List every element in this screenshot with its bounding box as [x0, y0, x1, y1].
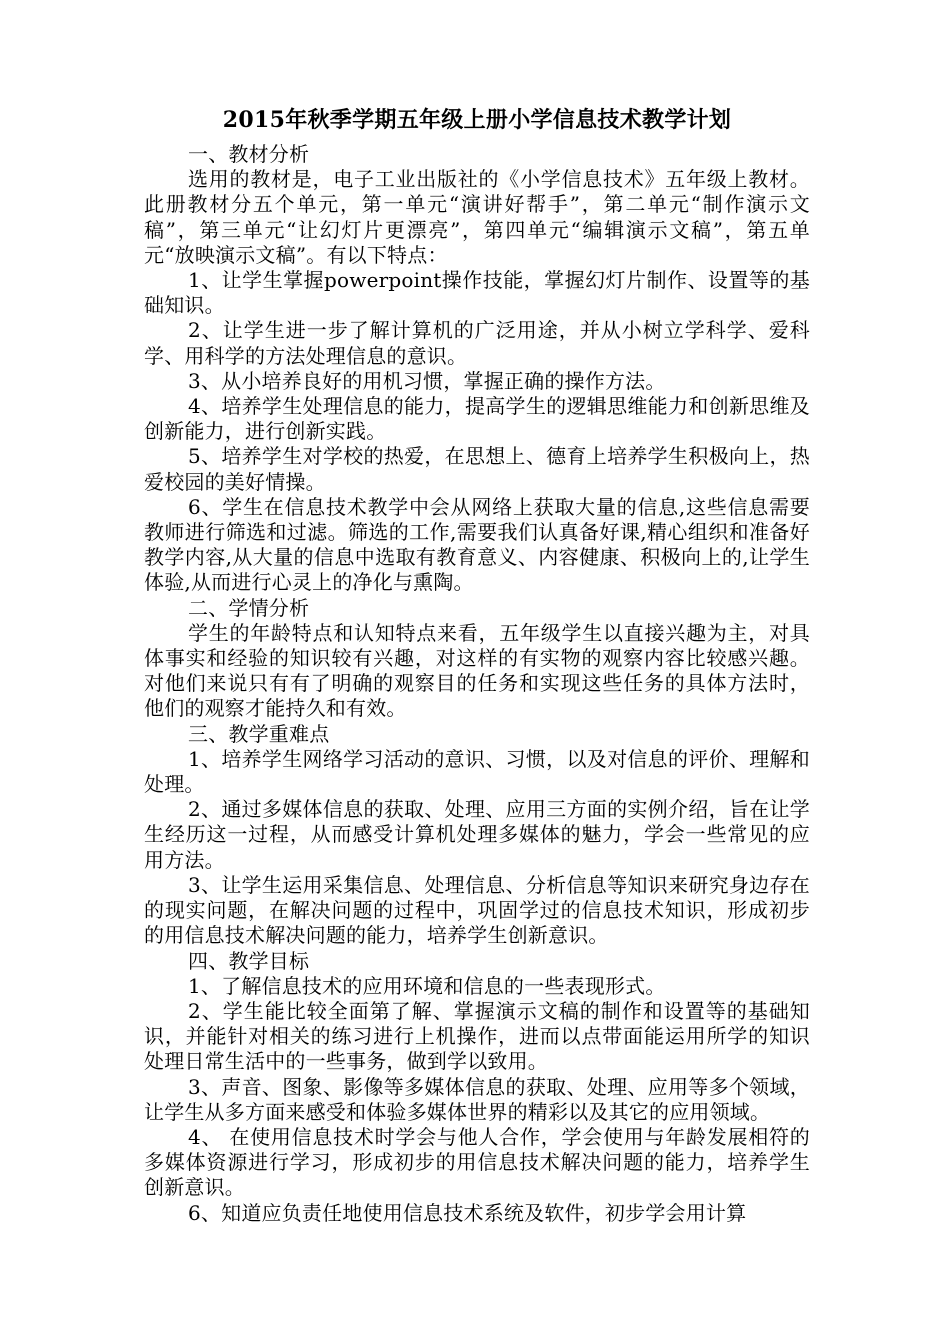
document-title: 2015年秋季学期五年级上册小学信息技术教学计划 — [222, 107, 732, 133]
paragraph: 2、学生能比较全面第了解、掌握演示文稿的制作和设置等的基础知识，并能针对相关的练习进行上机操作，进而以点带面能运用所学的知识处理日常生活中的一些事务，做到学以致用。 — [144, 998, 810, 1074]
paragraph: 1、了解信息技术的应用环境和信息的一些表现形式。 — [188, 973, 666, 998]
section-heading: 三、教学重难点 — [188, 721, 330, 746]
paragraph: 4、 在使用信息技术时学会与他人合作，学会使用与年龄发展相符的多媒体资源进行学习，形成初步的用信息技术解决问题的能力，培养学生创新意识。 — [144, 1124, 810, 1200]
paragraph: 1、培养学生网络学习活动的意识、习惯，以及对信息的评价、理解和处理。 — [144, 746, 810, 797]
paragraph: 2、让学生进一步了解计算机的广泛用途，并从小树立学科学、爱科学、用科学的方法处理信息的意识。 — [144, 318, 810, 368]
section-heading: 一、教材分析 — [188, 142, 310, 166]
paragraph: 4、培养学生处理信息的能力，提高学生的逻辑思维能力和创新思维及创新能力，进行创新实践。 — [144, 394, 810, 444]
paragraph: 3、从小培养良好的用机习惯，掌握正确的操作方法。 — [188, 368, 666, 393]
paragraph: 6、知道应负责任地使用信息技术系统及软件，初步学会用计算 — [188, 1200, 747, 1225]
paragraph: 6、学生在信息技术教学中会从网络上获取大量的信息,这些信息需要教师进行筛选和过滤。筛选的工作,需要我们认真备好课,精心组织和准备好教学内容,从大量的信息中选取有教育意义、内容健康、积极向上的,让学生体验,从而进行心灵上的净化与熏陶。 — [144, 494, 810, 595]
paragraph: 2、通过多媒体信息的获取、处理、应用三方面的实例介绍，旨在让学生经历这一过程，从而感受计算机处理多媒体的魅力，学会一些常见的应用方法。 — [144, 797, 810, 872]
paragraph: 1、让学生掌握powerpoint操作技能，掌握幻灯片制作、设置等的基础知识。 — [144, 268, 810, 318]
document-page — [144, 98, 810, 1226]
section-heading: 二、学情分析 — [188, 595, 310, 620]
paragraph: 学生的年龄特点和认知特点来看，五年级学生以直接兴趣为主，对具体事实和经验的知识较有兴趣，对这样的有实物的观察内容比较感兴趣。对他们来说只有有了明确的观察目的任务和实现这些任务的具体方法时，他们的观察才能持久和有效。 — [144, 620, 810, 721]
paragraph: 3、声音、图象、影像等多媒体信息的获取、处理、应用等多个领域，让学生从多方面来感受和体验多媒体世界的精彩以及其它的应用领域。 — [144, 1074, 810, 1124]
paragraph: 选用的教材是，电子工业出版社的《小学信息技术》五年级上教材。此册教材分五个单元，第一单元“演讲好帮手”，第二单元“制作演示文稿”，第三单元“让幻灯片更漂亮”，第四单元“编辑演示文稿”，第五单元“放映演示文稿”。有以下特点： — [144, 167, 810, 267]
paragraph: 3、让学生运用采集信息、处理信息、分析信息等知识来研究身边存在的现实问题，在解决问题的过程中，巩固学过的信息技术知识，形成初步的用信息技术解决问题的能力，培养学生创新意识。 — [144, 872, 810, 948]
paragraph: 5、培养学生对学校的热爱，在思想上、德育上培养学生积极向上，热爱校园的美好情操。 — [144, 444, 810, 494]
section-heading: 四、教学目标 — [188, 948, 310, 973]
